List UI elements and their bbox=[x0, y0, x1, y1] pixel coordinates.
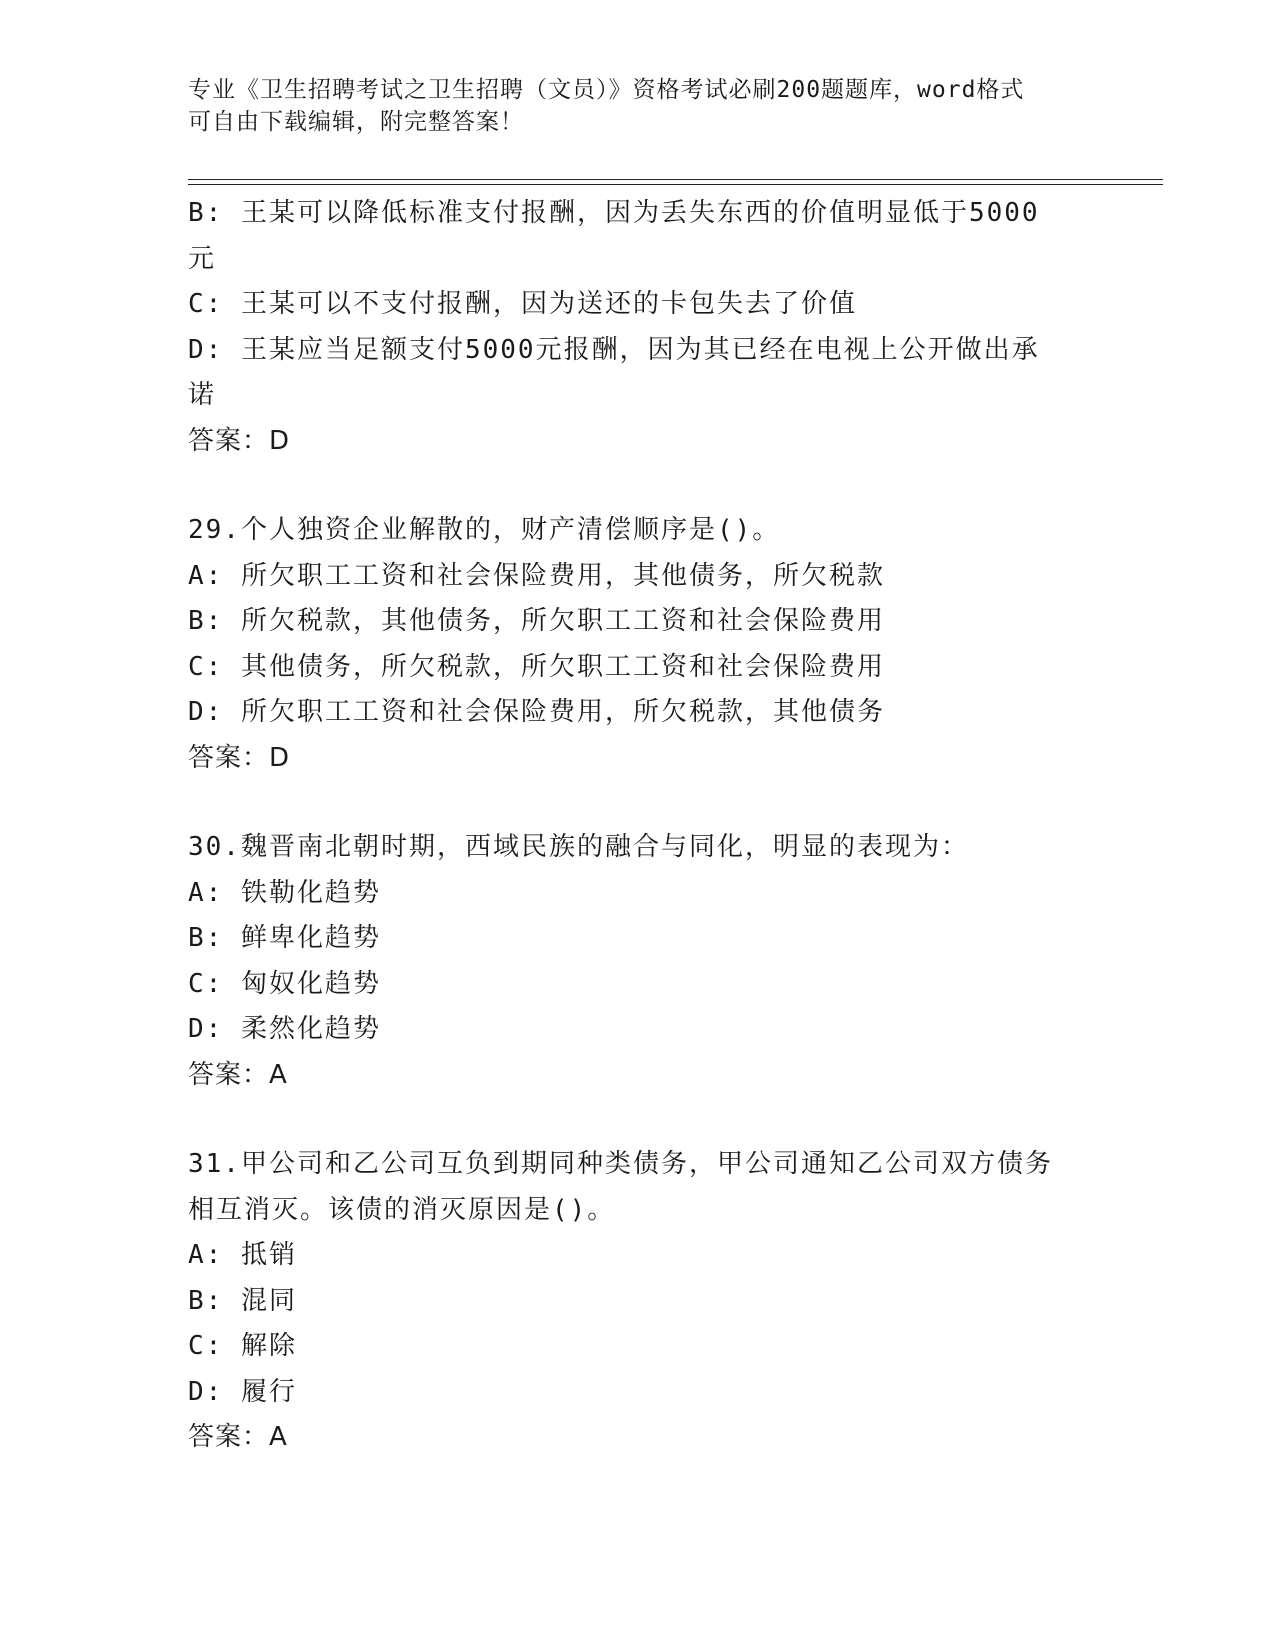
answer-line: 答案：A bbox=[188, 1059, 288, 1090]
option-c: C: 解除 bbox=[188, 1331, 297, 1361]
option-d: D: 所欠职工工资和社会保险费用，所欠税款，其他债务 bbox=[188, 697, 885, 727]
option-d: D: 柔然化趋势 bbox=[188, 1014, 381, 1044]
header-line-2: 可自由下载编辑，附完整答案！ bbox=[188, 109, 524, 135]
option-a: A: 抵销 bbox=[188, 1240, 297, 1270]
question-text: 29.个人独资企业解散的，财产清偿顺序是()。 bbox=[188, 515, 781, 545]
header-line-1: 专业《卫生招聘考试之卫生招聘（文员）》资格考试必刷200题题库，word格式 bbox=[188, 77, 1025, 103]
question-list bbox=[188, 191, 1088, 1461]
question-text-continued: 相互消灭。该债的消灭原因是()。 bbox=[188, 1194, 616, 1225]
question-28-continued bbox=[188, 191, 1088, 464]
option-d-continued: 诺 bbox=[188, 380, 217, 410]
answer-line: 答案：A bbox=[188, 1422, 288, 1452]
answer-line: 答案：D bbox=[188, 742, 291, 773]
header-divider-top bbox=[188, 179, 1163, 180]
option-c: C: 匈奴化趋势 bbox=[188, 968, 381, 999]
option-c: C: 其他债务，所欠税款，所欠职工工资和社会保险费用 bbox=[188, 651, 885, 682]
document-header bbox=[188, 74, 1088, 138]
option-b: B: 鲜卑化趋势 bbox=[188, 923, 381, 953]
question-31 bbox=[188, 1142, 1088, 1461]
option-b-continued: 元 bbox=[188, 243, 217, 274]
question-29 bbox=[188, 508, 1088, 781]
option-a: A: 所欠职工工资和社会保险费用，其他债务，所欠税款 bbox=[188, 560, 885, 591]
option-d: D: 履行 bbox=[188, 1376, 297, 1407]
option-d: D: 王某应当足额支付5000元报酬，因为其已经在电视上公开做出承 bbox=[188, 334, 1040, 365]
header-divider-bottom bbox=[188, 184, 1163, 185]
question-30 bbox=[188, 825, 1088, 1098]
option-b: B: 王某可以降低标准支付报酬，因为丢失东西的价值明显低于5000 bbox=[188, 198, 1040, 228]
option-b: B: 所欠税款，其他债务，所欠职工工资和社会保险费用 bbox=[188, 606, 885, 636]
question-text: 31.甲公司和乙公司互负到期同种类债务，甲公司通知乙公司双方债务 bbox=[188, 1149, 1053, 1179]
question-text: 30.魏晋南北朝时期，西域民族的融合与同化，明显的表现为： bbox=[188, 832, 969, 862]
option-a: A: 铁勒化趋势 bbox=[188, 877, 381, 908]
option-c: C: 王某可以不支付报酬，因为送还的卡包失去了价值 bbox=[188, 289, 857, 319]
answer-line: 答案：D bbox=[188, 425, 291, 456]
option-b: B: 混同 bbox=[188, 1285, 297, 1316]
